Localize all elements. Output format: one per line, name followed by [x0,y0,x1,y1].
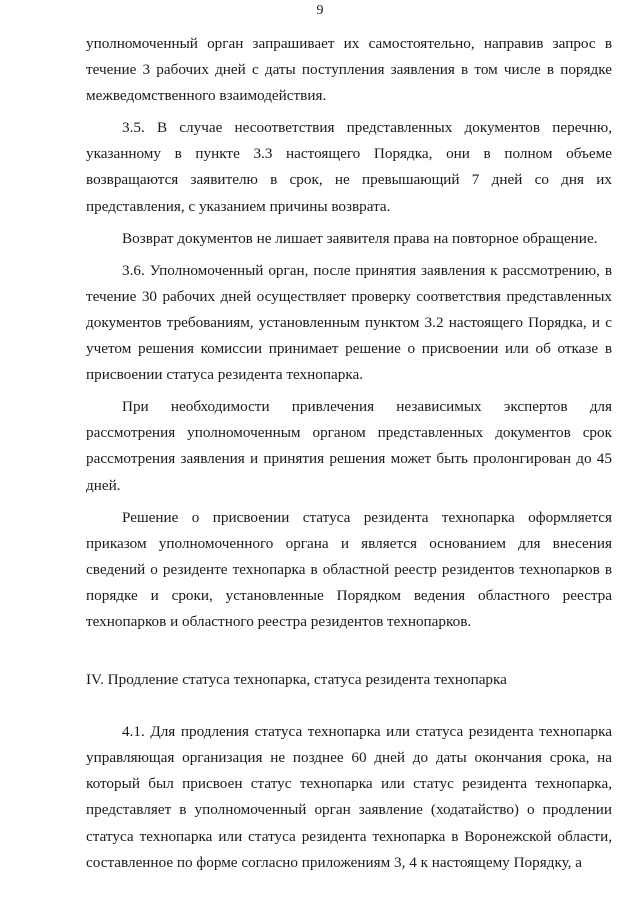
section-heading: IV. Продление статуса технопарка, статуса резидента технопарка [86,671,507,689]
paragraph-document-return: Возврат документов не лишает заявителя права на повторное обращение. [122,229,598,247]
paragraph-independent-experts: При необходимости привлечения независимых экспертов для рассмотрения уполномоченным органом представленных документов срок рассмотрения заявления и принятия решения может быть пролонгирован до 45 дней. [86,398,612,494]
document-body [86,31,612,876]
paragraph-decision-order: Решение о присвоении статуса резидента технопарка оформляется приказом уполномоченного органа и является основанием для внесения сведений о резиденте технопарка в областной реестр резидентов технопарков в порядке и сроки, установленные Порядком ведения областного реестра технопарков и областного реестра резидентов технопарков. [86,508,612,630]
page-number: 9 [316,3,324,18]
paragraph-4-1: 4.1. Для продления статуса технопарка или статуса резидента технопарка управляющая организация не позднее 60 дней до даты окончания срока, на который был присвоен статус технопарка или статус резидента технопарка, представляет в уполномоченный орган заявление (ходатайство) о продлении статуса технопарка или статуса резидента технопарка в Воронежской области, составленное по форме согласно приложениям 3, 4 к настоящему Порядку, а [86,723,612,871]
paragraph-continuation: уполномоченный орган запрашивает их самостоятельно, направив запрос в течение 3 рабочих дней с даты поступления заявления в том числе в порядке межведомственного взаимодействия. [86,35,612,105]
paragraph-3-6: 3.6. Уполномоченный орган, после принятия заявления к рассмотрению, в течение 30 рабочих дней осуществляет проверку соответствия представленных документов требованиям, установленным пунктом 3.2 настоящего Порядка, и с учетом решения комиссии принимает решение о присвоении или об отказе в присвоении статуса резидента технопарка. [86,261,612,384]
paragraph-3-5: 3.5. В случае несоответствия представленных документов перечню, указанному в пункте 3.3 настоящего Порядка, они в полном объеме возвращаются заявителю в срок, не превышающий 7 дней со дня их представления, с указанием причины возврата. [86,119,612,215]
